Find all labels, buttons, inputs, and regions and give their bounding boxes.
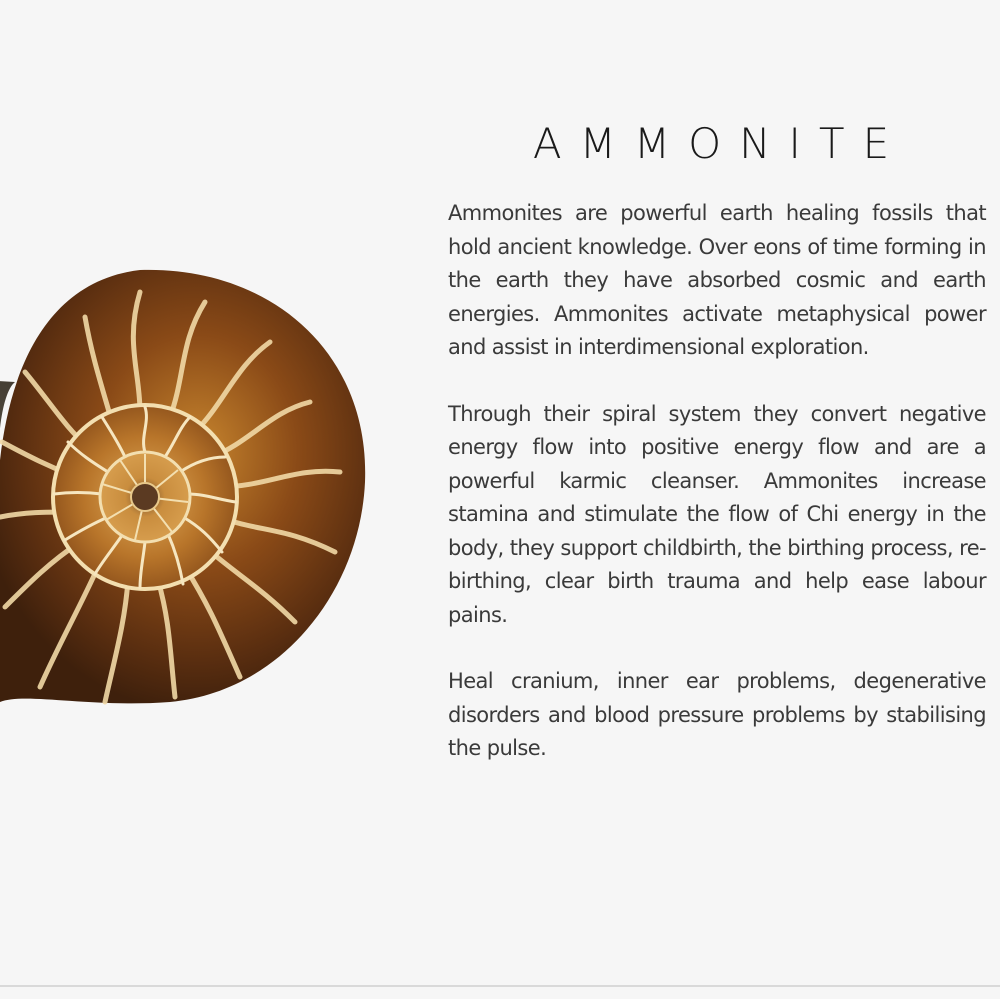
paragraph-energy: Through their spiral system they convert negative energy flow into positive energy flow and are a powerful karmic cleanser. Ammonites increase stamina and stimulate the flow of Chi energy in the body, they support childbirth, the birthing process, re-birthing, clear birth trauma and help ease labour pains. [448, 401, 986, 627]
page-title: AMMONITE [532, 119, 908, 169]
fossil-center [131, 483, 159, 511]
paragraph-healing: Heal cranium, inner ear problems, degenerative disorders and blood pressure problems by stabilising the pulse. [448, 669, 986, 760]
paragraph-intro: Ammonites are powerful earth healing fossils that hold ancient knowledge. Over eons of time forming in the earth they have absorbed cosmic and earth energies. Ammonites activate metaphysical power and assist in interdimensional exploration. [448, 201, 986, 359]
ammonite-fossil-image [0, 262, 380, 712]
description [448, 197, 986, 799]
bottom-divider [0, 985, 1000, 987]
